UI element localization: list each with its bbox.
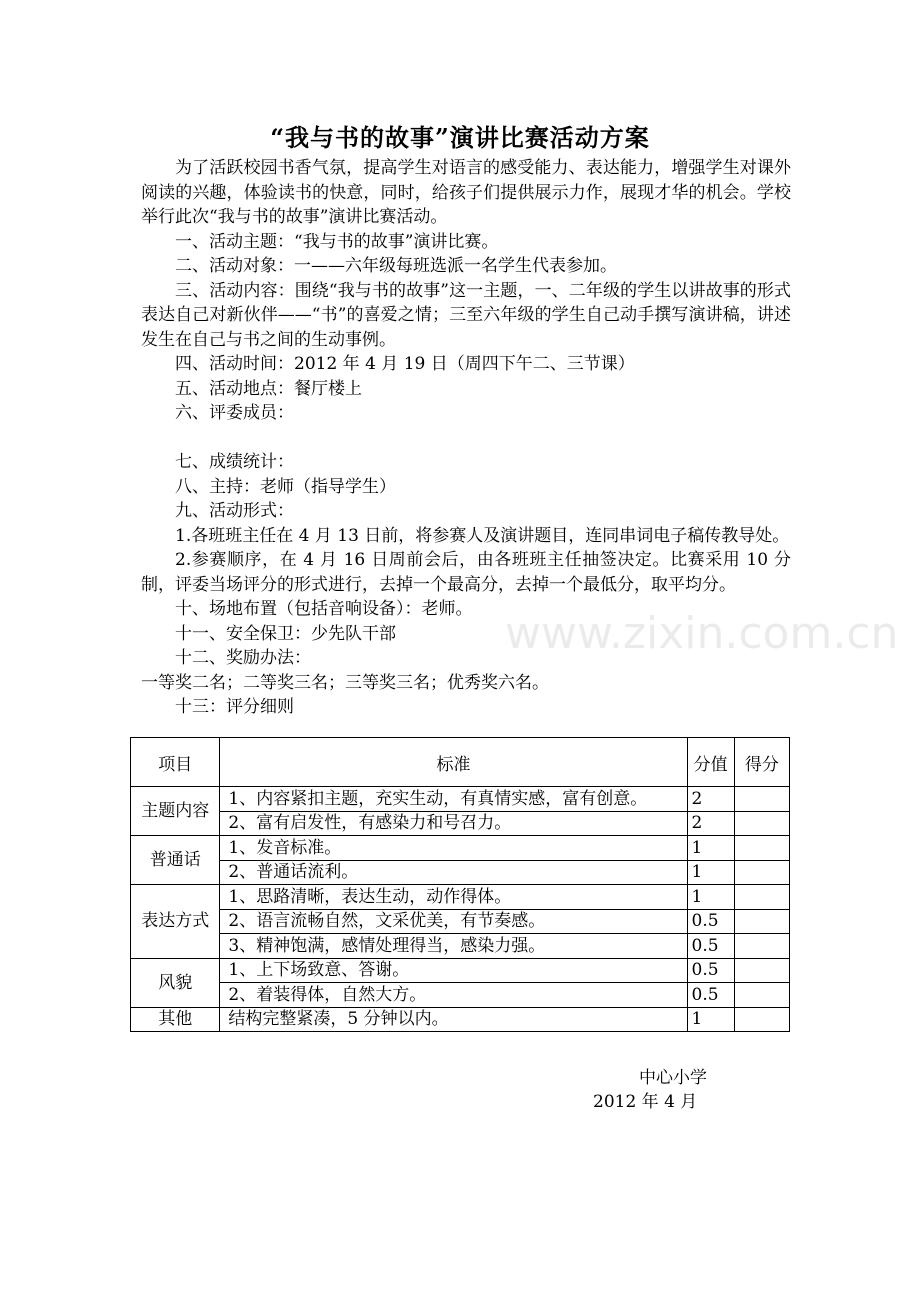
table-row (131, 934, 790, 959)
standard-cell: 1、内容紧扣主题，充实生动，有真情实感，富有创意。 (220, 787, 687, 812)
category-cell: 风貌 (131, 958, 220, 1007)
got-cell[interactable] (734, 860, 789, 885)
score-cell: 0.5 (687, 958, 734, 983)
section-form-item-2: 2.参赛顺序，在 4 月 16 日周前会后，由各班班主任抽签决定。比赛采用 10 分制，评委当场评分的形式进行，去掉一个最高分，去掉一个最低分，取平均分。 (141, 550, 791, 595)
section-host: 八、主持：老师（指导学生） (175, 476, 396, 497)
section-theme: 一、活动主题：“我与书的故事”演讲比赛。 (175, 231, 499, 252)
watermark: www.zixin.com.cn (505, 608, 899, 659)
section-place: 五、活动地点：餐厅楼上 (175, 378, 362, 399)
standard-cell: 2、语言流畅自然，文采优美，有节奏感。 (220, 909, 687, 934)
section-stats: 七、成绩统计： (175, 452, 294, 472)
score-cell: 2 (687, 787, 734, 812)
header-standard: 标准 (220, 738, 687, 787)
got-cell[interactable] (734, 787, 789, 812)
score-cell: 0.5 (687, 983, 734, 1008)
page-title: “我与书的故事”演讲比赛活动方案 (270, 123, 650, 152)
category-cell: 主题内容 (131, 787, 220, 836)
score-cell: 0.5 (687, 934, 734, 959)
intro-paragraph: 为了活跃校园书香气氛，提高学生对语言的感受能力、表达能力，增强学生对课外阅读的兴趣，体验读书的快意，同时，给孩子们提供展示力作，展现才华的机会。学校举行此次“我与书的故事”演讲比赛活动。 (141, 158, 791, 227)
standard-cell: 2、着装得体，自然大方。 (220, 983, 687, 1008)
standard-cell: 2、普通话流利。 (220, 860, 687, 885)
table-header-row (131, 738, 790, 787)
header-score: 分值 (687, 738, 734, 787)
category-cell: 表达方式 (131, 885, 220, 959)
scoring-table (130, 737, 790, 1032)
got-cell[interactable] (734, 885, 789, 910)
got-cell[interactable] (734, 811, 789, 836)
table-row (131, 983, 790, 1008)
score-cell: 0.5 (687, 909, 734, 934)
table-row (131, 885, 790, 910)
section-awards-detail: 一等奖二名；二等奖三名；三等奖三名；优秀奖六名。 (141, 672, 549, 693)
got-cell[interactable] (734, 836, 789, 861)
table-row (131, 787, 790, 812)
standard-cell: 1、上下场致意、答谢。 (220, 958, 687, 983)
section-awards: 十二、奖励办法： (175, 648, 311, 668)
section-safety: 十一、安全保卫：少先队干部 (175, 623, 396, 644)
section-venue: 十、场地布置（包括音响设备）：老师。 (175, 599, 473, 619)
signature-org: 中心小学 (639, 1068, 707, 1088)
signature-date: 2012 年 4 月 (593, 1092, 698, 1112)
header-got: 得分 (734, 738, 789, 787)
blank-line (141, 426, 791, 451)
table-row (131, 860, 790, 885)
category-cell: 普通话 (131, 836, 220, 885)
got-cell[interactable] (734, 909, 789, 934)
section-time: 四、活动时间：2012 年 4 月 19 日（周四下午二、三节课） (175, 354, 635, 374)
section-form-item-1: 1.各班班主任在 4 月 13 日前，将参赛人及演讲题目，连同串词电子稿传教导处。 (175, 525, 790, 546)
section-judges: 六、评委成员： (175, 403, 294, 423)
got-cell[interactable] (734, 1007, 789, 1032)
score-cell: 1 (687, 860, 734, 885)
score-cell: 1 (687, 836, 734, 861)
standard-cell: 3、精神饱满，感情处理得当，感染力强。 (220, 934, 687, 959)
section-target: 二、活动对象：一——六年级每班选派一名学生代表参加。 (175, 256, 617, 276)
score-cell: 1 (687, 1007, 734, 1032)
section-form: 九、活动形式： (175, 501, 294, 521)
got-cell[interactable] (734, 983, 789, 1008)
got-cell[interactable] (734, 958, 789, 983)
table-row (131, 1007, 790, 1032)
table-row (131, 958, 790, 983)
category-cell: 其他 (131, 1007, 220, 1032)
table-row (131, 909, 790, 934)
table-row (131, 836, 790, 861)
score-cell: 2 (687, 811, 734, 836)
section-rubric-heading: 十三：评分细则 (175, 697, 294, 717)
standard-cell: 1、思路清晰，表达生动，动作得体。 (220, 885, 687, 910)
score-cell: 1 (687, 885, 734, 910)
standard-cell: 结构完整紧凑，5 分钟以内。 (220, 1007, 687, 1032)
table-row (131, 811, 790, 836)
standard-cell: 2、富有启发性，有感染力和号召力。 (220, 811, 687, 836)
got-cell[interactable] (734, 934, 789, 959)
standard-cell: 1、发音标准。 (220, 836, 687, 861)
header-item: 项目 (131, 738, 220, 787)
section-content: 三、活动内容：围绕“我与书的故事”这一主题，一、二年级的学生以讲故事的形式表达自己对新伙伴——“书”的喜爱之情；三至六年级的学生自己动手撰写演讲稿，讲述发生在自己与书之间的生动事例。 (141, 280, 791, 350)
